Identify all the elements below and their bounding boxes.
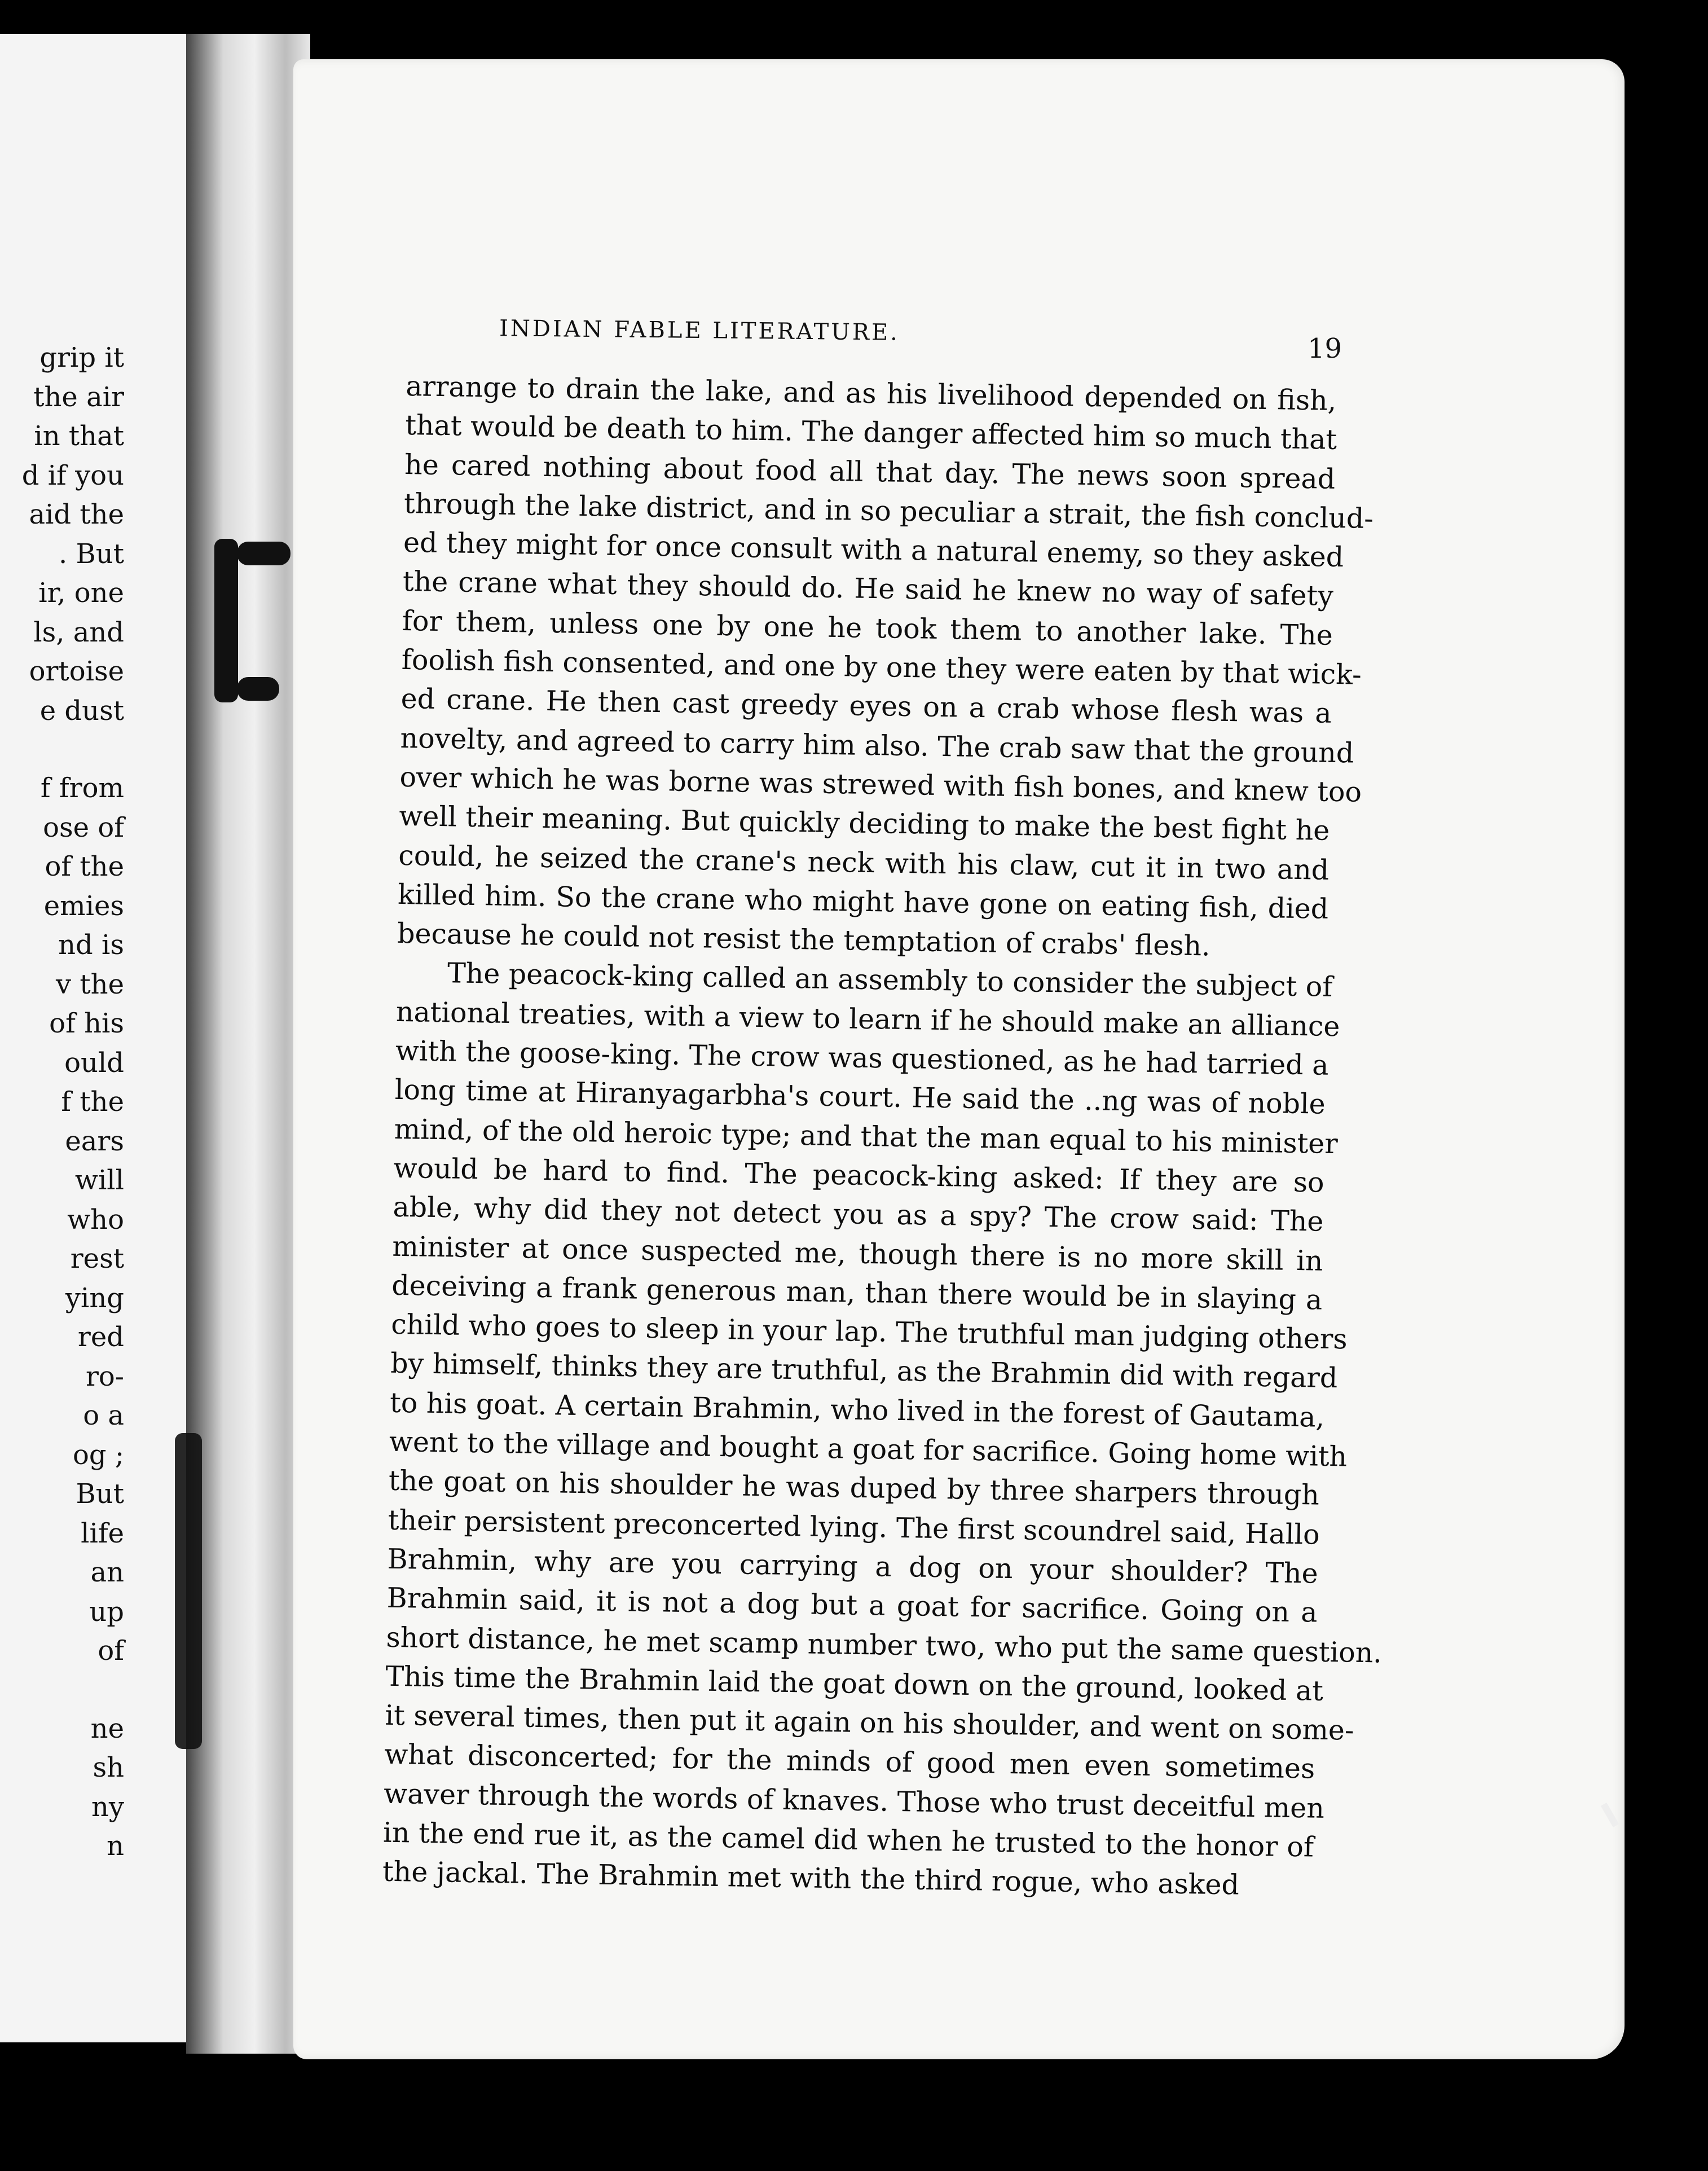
text-line: could, he seized the crane's neck with his claw, cut it in two and [398,839,1330,886]
text-line: foolish fish consented, and one by one they were eaten by that wick- [401,644,1362,691]
facing-page-line: up [89,1596,124,1628]
text-line: mind, of the old heroic type; and that the man equal to his minister [394,1113,1339,1160]
text-line: The peacock-king called an assembly to consider the subject of [447,957,1333,1004]
facing-page-line: an [90,1557,124,1588]
text-line: went to the village and bought a goat for sacrifice. Going home with [389,1425,1348,1473]
text-line: by himself, thinks they are truthful, as the Brahmin did with regard [390,1347,1338,1395]
facing-page-line: life [81,1517,124,1549]
text-line: waver through the words of knaves. Those who trust deceitful men [383,1777,1325,1825]
text-line: because he could not resist the temptation of crabs' flesh. [397,917,1211,963]
facing-page-line: e dust [39,695,124,727]
page-number: 19 [1308,333,1342,364]
text-line: the goat on his shoulder he was duped by three sharpers through [388,1465,1320,1511]
text-line: it several times, then put it again on his shoulder, and went on some- [385,1699,1354,1747]
facing-page-line: of his [49,1008,124,1039]
facing-page-line: n [107,1830,124,1862]
text-line: with the goose-king. The crow was questioned, as he had tarried a [395,1034,1329,1082]
facing-page-line: the air [33,381,124,413]
facing-page-line: ose of [43,811,124,843]
text-line: over which he was borne was strewed with fish bones, and knew too [399,761,1362,808]
text-line: the crane what they should do. He said he knew no way of safety [402,565,1334,613]
facing-page-line: d if you [21,459,124,491]
text-line: ed crane. He then cast greedy eyes on a crab whose flesh was a [400,683,1332,730]
facing-page-line: nd is [58,929,124,961]
text-line: Brahmin, why are you carrying a dog on your shoulder? The [387,1542,1319,1590]
facing-page-line: of [98,1635,124,1667]
binding-stitch-top [214,539,238,702]
binding-stitch-clip-2 [237,677,279,701]
text-line: what disconcerted; for the minds of good men even sometimes [384,1738,1315,1786]
text-line: well their meaning. But quickly deciding to make the best fight he [399,800,1330,847]
text-line: short distance, he met scamp number two, who put the same question. [386,1621,1383,1669]
text-line: arrange to drain the lake, and as his livelihood depended on fish, [406,370,1337,417]
facing-page-line: og ; [72,1439,124,1471]
facing-page-line: aid the [29,499,124,530]
facing-page-line: ls, and [33,616,124,648]
text-line: long time at Hiranyagarbha's court. He said the ..ng was of noble [394,1074,1326,1121]
text-line: for them, unless one by one he took them to another lake. The [402,604,1333,652]
facing-page-line: will [74,1164,124,1196]
text-line: in the end rue it, as the camel did when he trusted to the honor of [382,1816,1314,1864]
text-line: national treaties, with a view to learn if he should make an alliance [395,995,1340,1043]
facing-page-line: grip it [39,342,124,373]
facing-page-line: . But [59,538,124,570]
facing-page-line: red [77,1321,124,1353]
text-line: novelty, and agreed to carry him also. The crab saw that the ground [400,722,1354,770]
facing-page-line: who [67,1203,124,1236]
facing-page-line: v the [56,968,124,1000]
text-line: minister at once suspected me, though there is no more skill in [392,1230,1323,1277]
text-line: would be hard to find. The peacock-king asked: If they are so [393,1152,1324,1199]
facing-page-line [0,731,124,769]
binding-stitch-bottom [175,1433,202,1749]
text-line: This time the Brahmin laid the goat down on the ground, looked at [385,1660,1324,1707]
facing-page-line: ould [64,1047,124,1079]
binding-stitch-clip [237,542,290,565]
facing-page-line: ortoise [29,656,124,687]
body-text [382,367,1383,1906]
facing-page-text [0,339,124,1866]
text-line: the jackal. The Brahmin met with the third rogue, who asked [382,1855,1240,1901]
facing-page-line: f the [61,1086,124,1118]
text-line: their persistent preconcerted lying. The first scoundrel said, Hallo [388,1504,1320,1551]
facing-page-line: ro- [85,1360,124,1392]
facing-page-line: ir, one [38,577,124,609]
text-line: that would be death to him. The danger affected him so much that [404,409,1337,456]
facing-page-line: of the [45,851,124,882]
facing-page-line: sh [93,1752,124,1783]
facing-page-line: rest [70,1243,124,1275]
facing-page-line [0,1671,124,1709]
text-line: deceiving a frank generous man, than there would be in slaying a [391,1269,1323,1316]
text-line: ed they might for once consult with a natural enemy, so they asked [403,526,1344,574]
text-line: through the lake district, and in so peculiar a strait, the fish conclud- [403,487,1374,535]
text-line: child who goes to sleep in your lap. The truthful man judging others [390,1308,1348,1356]
facing-page-line: o a [83,1400,124,1431]
facing-page-line: But [76,1478,124,1510]
facing-page-line: emies [43,890,124,922]
text-line: to his goat. A certain Brahmin, who lived in the forest of Gautama, [389,1386,1325,1434]
facing-page-line: ying [65,1282,124,1314]
text-line: killed him. So the crane who might have gone on eating fish, died [397,878,1329,925]
facing-page-line: ny [91,1791,124,1823]
facing-page-line: ne [90,1712,124,1744]
facing-page-line: f from [40,772,124,804]
facing-page-line: in that [34,420,124,452]
text-line: Brahmin said, it is not a dog but a goat for sacrifice. Going on a [386,1581,1318,1629]
text-line: he cared nothing about food all that day. The news soon spread [404,448,1336,495]
running-head: INDIAN FABLE LITERATURE. [499,315,900,346]
book-gutter [186,34,310,2054]
facing-page-line: ears [65,1125,124,1157]
text-line: able, why did they not detect you as a spy? The crow said: The [393,1191,1324,1238]
